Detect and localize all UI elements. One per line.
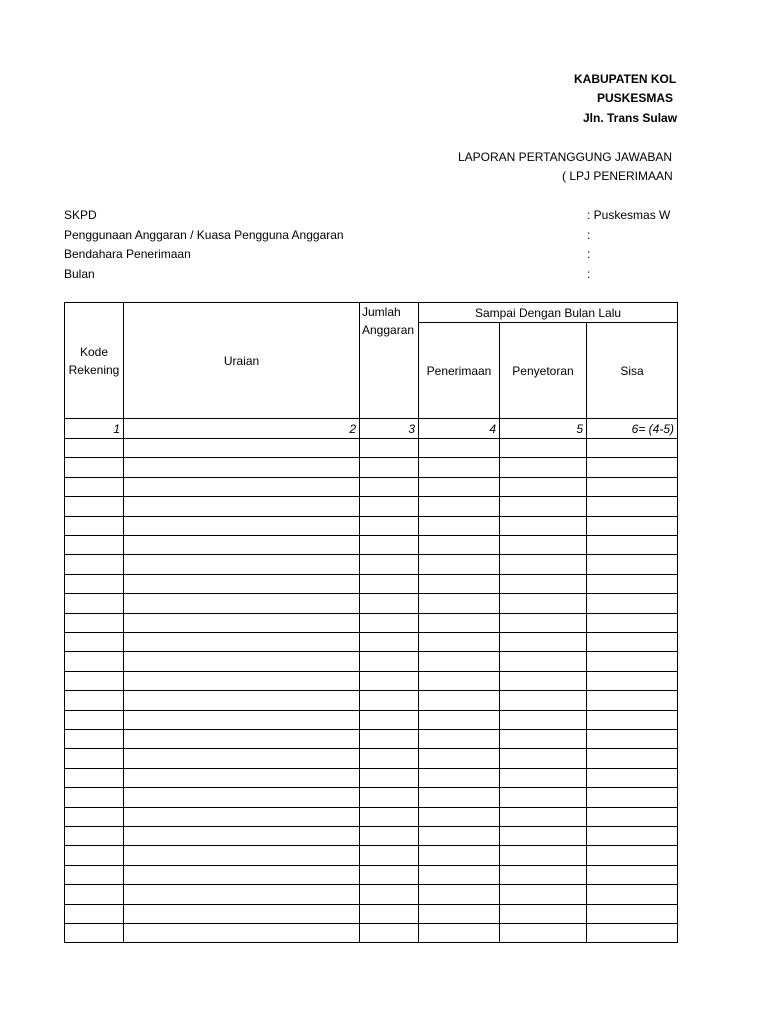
table-cell-uraian[interactable]: [123, 787, 360, 808]
table-cell-jumlah-anggaran[interactable]: [359, 671, 419, 691]
table-cell-penerimaan[interactable]: [418, 729, 500, 749]
table-cell-penyetoran[interactable]: [499, 516, 587, 536]
table-cell-uraian[interactable]: [123, 826, 360, 846]
table-cell-jumlah-anggaran[interactable]: [359, 477, 419, 497]
table-cell-penerimaan[interactable]: [418, 845, 500, 866]
table-cell-jumlah-anggaran[interactable]: [359, 651, 419, 672]
table-cell-penyetoran[interactable]: [499, 593, 587, 614]
table-cell-kode-rekening[interactable]: [64, 748, 124, 769]
table-cell-sisa[interactable]: [586, 768, 678, 788]
table-cell-kode-rekening[interactable]: [64, 768, 124, 788]
table-cell-jumlah-anggaran[interactable]: [359, 438, 419, 458]
table-cell-penyetoran[interactable]: [499, 768, 587, 788]
number-cell-6: 6= (4-5): [586, 418, 678, 439]
table-cell-jumlah-anggaran[interactable]: [359, 807, 419, 827]
col-header-jumlah-anggaran: [359, 302, 419, 419]
table-cell-uraian[interactable]: [123, 457, 360, 478]
table-cell-kode-rekening[interactable]: [64, 923, 124, 943]
table-cell-sisa[interactable]: [586, 613, 678, 633]
table-cell-sisa[interactable]: [586, 884, 678, 905]
table-cell-sisa[interactable]: [586, 457, 678, 478]
table-cell-kode-rekening[interactable]: [64, 593, 124, 614]
table-cell-penerimaan[interactable]: [418, 496, 500, 517]
col-header-penerimaan: [418, 322, 500, 419]
table-cell-sisa[interactable]: [586, 807, 678, 827]
table-cell-penyetoran[interactable]: [499, 865, 587, 885]
table-cell-sisa[interactable]: [586, 593, 678, 614]
table-cell-jumlah-anggaran[interactable]: [359, 787, 419, 808]
table-cell-kode-rekening[interactable]: [64, 904, 124, 924]
table-cell-penerimaan[interactable]: [418, 593, 500, 614]
table-cell-penyetoran[interactable]: [499, 904, 587, 924]
table-cell-uraian[interactable]: [123, 477, 360, 497]
table-cell-kode-rekening[interactable]: [64, 710, 124, 730]
table-cell-jumlah-anggaran[interactable]: [359, 516, 419, 536]
table-cell-penerimaan[interactable]: [418, 826, 500, 846]
table-cell-kode-rekening[interactable]: [64, 554, 124, 575]
table-cell-jumlah-anggaran[interactable]: [359, 845, 419, 866]
col-header-sisa: [586, 322, 678, 419]
table-cell-kode-rekening[interactable]: [64, 496, 124, 517]
meta-label-skpd: SKPD: [64, 208, 97, 222]
table-cell-sisa[interactable]: [586, 729, 678, 749]
table-cell-jumlah-anggaran[interactable]: [359, 554, 419, 575]
table-cell-sisa[interactable]: [586, 690, 678, 711]
table-cell-penerimaan[interactable]: [418, 613, 500, 633]
table-cell-sisa[interactable]: [586, 671, 678, 691]
table-cell-jumlah-anggaran[interactable]: [359, 923, 419, 943]
table-cell-kode-rekening[interactable]: [64, 787, 124, 808]
table-cell-kode-rekening[interactable]: [64, 438, 124, 458]
col-header-kode-line1: Kode: [79, 344, 109, 359]
table-cell-penyetoran[interactable]: [499, 554, 587, 575]
table-cell-jumlah-anggaran[interactable]: [359, 613, 419, 633]
table-cell-sisa[interactable]: [586, 651, 678, 672]
table-cell-penyetoran[interactable]: [499, 477, 587, 497]
table-cell-penerimaan[interactable]: [418, 923, 500, 943]
table-cell-sisa[interactable]: [586, 904, 678, 924]
meta-label-pengguna-anggaran: Penggunaan Anggaran / Kuasa Pengguna Anggaran: [64, 228, 344, 242]
col-header-jumlah-line1: Jumlah: [362, 305, 401, 319]
table-cell-penyetoran[interactable]: [499, 496, 587, 517]
table-cell-kode-rekening[interactable]: [64, 535, 124, 555]
table-cell-uraian[interactable]: [123, 632, 360, 652]
table-cell-kode-rekening[interactable]: [64, 477, 124, 497]
report-subtitle: ( LPJ PENERIMAAN: [562, 169, 673, 183]
table-cell-sisa[interactable]: [586, 574, 678, 594]
puskesmas-title: PUSKESMAS: [597, 91, 674, 105]
col-header-kode-line2: Rekening: [68, 362, 120, 377]
table-cell-penerimaan[interactable]: [418, 710, 500, 730]
table-cell-penyetoran[interactable]: [499, 807, 587, 827]
col-header-uraian: [123, 302, 360, 419]
table-cell-sisa[interactable]: [586, 438, 678, 458]
table-cell-kode-rekening[interactable]: [64, 574, 124, 594]
table-cell-penyetoran[interactable]: [499, 729, 587, 749]
table-cell-uraian[interactable]: [123, 807, 360, 827]
meta-value-bulan: :: [587, 267, 591, 281]
table-cell-uraian[interactable]: [123, 690, 360, 711]
col-header-penerimaan-label: Penerimaan: [426, 363, 492, 378]
table-cell-penyetoran[interactable]: [499, 845, 587, 866]
table-cell-penerimaan[interactable]: [418, 554, 500, 575]
table-cell-penyetoran[interactable]: [499, 632, 587, 652]
table-cell-sisa[interactable]: [586, 787, 678, 808]
table-cell-sisa[interactable]: [586, 845, 678, 866]
col-header-kode-rekening: [64, 302, 124, 419]
table-cell-uraian[interactable]: [123, 574, 360, 594]
table-cell-jumlah-anggaran[interactable]: [359, 574, 419, 594]
number-cell-1: 1: [64, 418, 124, 439]
table-cell-penyetoran[interactable]: [499, 457, 587, 478]
table-cell-kode-rekening[interactable]: [64, 671, 124, 691]
meta-value-pengguna-anggaran: :: [587, 228, 591, 242]
meta-label-bulan: Bulan: [64, 267, 95, 281]
table-cell-uraian[interactable]: [123, 438, 360, 458]
table-cell-uraian[interactable]: [123, 845, 360, 866]
table-cell-penyetoran[interactable]: [499, 884, 587, 905]
table-cell-uraian[interactable]: [123, 496, 360, 517]
table-cell-uraian[interactable]: [123, 671, 360, 691]
table-cell-kode-rekening[interactable]: [64, 807, 124, 827]
table-cell-kode-rekening[interactable]: [64, 729, 124, 749]
table-cell-sisa[interactable]: [586, 710, 678, 730]
col-header-penyetoran-label: Penyetoran: [512, 363, 574, 378]
table-cell-kode-rekening[interactable]: [64, 457, 124, 478]
table-cell-kode-rekening[interactable]: [64, 690, 124, 711]
table-cell-sisa[interactable]: [586, 554, 678, 575]
number-cell-4: 4: [418, 418, 500, 439]
meta-value-skpd: : Puskesmas W: [587, 208, 671, 222]
table-cell-sisa[interactable]: [586, 477, 678, 497]
table-cell-kode-rekening[interactable]: [64, 632, 124, 652]
table-cell-jumlah-anggaran[interactable]: [359, 535, 419, 555]
table-cell-penyetoran[interactable]: [499, 690, 587, 711]
table-cell-penerimaan[interactable]: [418, 477, 500, 497]
address-line: Jln. Trans Sulaw: [583, 111, 678, 125]
table-cell-penyetoran[interactable]: [499, 613, 587, 633]
table-cell-uraian[interactable]: [123, 593, 360, 614]
table-cell-penyetoran[interactable]: [499, 438, 587, 458]
table-cell-penerimaan[interactable]: [418, 690, 500, 711]
table-cell-penerimaan[interactable]: [418, 787, 500, 808]
table-cell-penerimaan[interactable]: [418, 671, 500, 691]
table-cell-penerimaan[interactable]: [418, 904, 500, 924]
col-header-jumlah-line2: Anggaran: [362, 323, 415, 337]
table-cell-jumlah-anggaran[interactable]: [359, 690, 419, 711]
table-cell-uraian[interactable]: [123, 729, 360, 749]
col-header-penyetoran: [499, 322, 587, 419]
table-cell-penerimaan[interactable]: [418, 768, 500, 788]
table-cell-penerimaan[interactable]: [418, 807, 500, 827]
table-cell-kode-rekening[interactable]: [64, 516, 124, 536]
table-cell-uraian[interactable]: [123, 535, 360, 555]
table-cell-penerimaan[interactable]: [418, 748, 500, 769]
table-cell-penerimaan[interactable]: [418, 438, 500, 458]
table-cell-kode-rekening[interactable]: [64, 845, 124, 866]
table-cell-penyetoran[interactable]: [499, 710, 587, 730]
table-cell-penyetoran[interactable]: [499, 748, 587, 769]
table-cell-penerimaan[interactable]: [418, 535, 500, 555]
table-cell-uraian[interactable]: [123, 554, 360, 575]
table-cell-sisa[interactable]: [586, 535, 678, 555]
table-cell-jumlah-anggaran[interactable]: [359, 729, 419, 749]
number-cell-2: 2: [123, 418, 360, 439]
table-cell-uraian[interactable]: [123, 748, 360, 769]
table-cell-sisa[interactable]: [586, 826, 678, 846]
meta-label-bendahara: Bendahara Penerimaan: [64, 247, 191, 261]
table-cell-sisa[interactable]: [586, 496, 678, 517]
table-cell-uraian[interactable]: [123, 710, 360, 730]
table-cell-sisa[interactable]: [586, 516, 678, 536]
table-cell-sisa[interactable]: [586, 865, 678, 885]
table-cell-penyetoran[interactable]: [499, 535, 587, 555]
table-cell-penerimaan[interactable]: [418, 457, 500, 478]
group-header-sampai-bulan-lalu: [418, 302, 678, 323]
table-cell-penyetoran[interactable]: [499, 574, 587, 594]
table-cell-jumlah-anggaran[interactable]: [359, 748, 419, 769]
table-cell-jumlah-anggaran[interactable]: [359, 904, 419, 924]
table-cell-sisa[interactable]: [586, 748, 678, 769]
table-cell-jumlah-anggaran[interactable]: [359, 496, 419, 517]
meta-value-bendahara: :: [587, 247, 591, 261]
table-cell-jumlah-anggaran[interactable]: [359, 865, 419, 885]
table-cell-jumlah-anggaran[interactable]: [359, 884, 419, 905]
table-cell-jumlah-anggaran[interactable]: [359, 768, 419, 788]
table-cell-penyetoran[interactable]: [499, 651, 587, 672]
table-cell-uraian[interactable]: [123, 923, 360, 943]
table-cell-jumlah-anggaran[interactable]: [359, 632, 419, 652]
table-cell-kode-rekening[interactable]: [64, 613, 124, 633]
kabupaten-title: KABUPATEN KOL: [574, 72, 677, 86]
table-cell-uraian[interactable]: [123, 613, 360, 633]
table-cell-uraian[interactable]: [123, 865, 360, 885]
table-cell-kode-rekening[interactable]: [64, 826, 124, 846]
table-cell-penerimaan[interactable]: [418, 865, 500, 885]
table-cell-penerimaan[interactable]: [418, 516, 500, 536]
table-cell-penerimaan[interactable]: [418, 651, 500, 672]
table-cell-jumlah-anggaran[interactable]: [359, 710, 419, 730]
report-title: LAPORAN PERTANGGUNG JAWABAN: [458, 150, 673, 164]
col-header-sisa-label: Sisa: [620, 363, 644, 378]
table-cell-kode-rekening[interactable]: [64, 651, 124, 672]
table-cell-uraian[interactable]: [123, 516, 360, 536]
col-header-uraian-label: Uraian: [223, 353, 260, 368]
table-cell-penerimaan[interactable]: [418, 632, 500, 652]
table-cell-jumlah-anggaran[interactable]: [359, 593, 419, 614]
table-cell-penyetoran[interactable]: [499, 787, 587, 808]
table-cell-uraian[interactable]: [123, 884, 360, 905]
table-cell-penyetoran[interactable]: [499, 826, 587, 846]
table-cell-uraian[interactable]: [123, 651, 360, 672]
table-cell-kode-rekening[interactable]: [64, 865, 124, 885]
number-cell-3: 3: [359, 418, 419, 439]
table-cell-uraian[interactable]: [123, 904, 360, 924]
table-cell-sisa[interactable]: [586, 923, 678, 943]
table-cell-sisa[interactable]: [586, 632, 678, 652]
table-cell-uraian[interactable]: [123, 768, 360, 788]
table-cell-jumlah-anggaran[interactable]: [359, 826, 419, 846]
table-cell-jumlah-anggaran[interactable]: [359, 457, 419, 478]
number-cell-5: 5: [499, 418, 587, 439]
group-header-label: Sampai Dengan Bulan Lalu: [474, 305, 622, 320]
table-cell-penerimaan[interactable]: [418, 574, 500, 594]
table-cell-kode-rekening[interactable]: [64, 884, 124, 905]
table-cell-penerimaan[interactable]: [418, 884, 500, 905]
table-cell-penyetoran[interactable]: [499, 671, 587, 691]
table-cell-penyetoran[interactable]: [499, 923, 587, 943]
